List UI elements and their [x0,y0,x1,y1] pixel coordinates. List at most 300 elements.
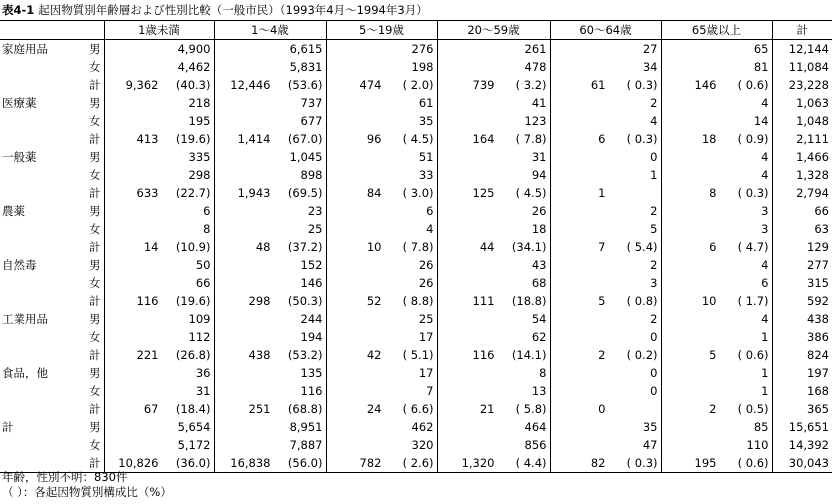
count-value: 1,063 [772,94,832,112]
category-cell [0,184,78,202]
ratio-value: (56.0) [287,456,323,470]
data-cell [661,292,772,310]
count-value: 4 [661,148,772,166]
count-value: 43 [437,256,550,274]
data-cell [550,292,661,310]
count-value: 2 [550,202,661,220]
data-cell [661,184,772,202]
count-value: 81 [661,58,772,76]
count-value: 21 [479,402,495,416]
category-cell: 医療薬 [2,96,37,110]
count-value: 17 [326,328,437,346]
table-title [2,2,428,18]
category-cell [0,400,78,418]
count-value: 261 [437,40,550,59]
table-row [0,310,832,328]
count-value: 276 [326,40,437,59]
count-value: 152 [214,256,326,274]
count-value: 129 [772,238,832,256]
count-value: 164 [472,132,495,146]
ratio-value: ( 0.6) [737,456,769,470]
ratio-value: (40.3) [175,78,211,92]
count-value: 61 [590,78,606,92]
ratio-value: ( 3.2) [515,78,547,92]
value-with-ratio [218,400,323,418]
count-value: 197 [772,364,832,382]
count-value: 1 [661,364,772,382]
count-value: 5 [709,348,717,362]
count-value: 35 [326,112,437,130]
ratio-value: ( 0.6) [737,78,769,92]
value-with-ratio [441,292,547,310]
value-with-ratio [108,76,211,94]
count-value: 31 [104,382,214,400]
count-value: 198 [326,58,437,76]
table-row [0,238,832,256]
count-value: 5,654 [104,418,214,436]
column-header: 5～19歳 [326,21,437,40]
count-value: 824 [772,346,832,364]
count-value: 85 [661,418,772,436]
data-cell [326,130,437,148]
table-row [0,220,832,238]
count-value: 898 [214,166,326,184]
count-value: 47 [550,436,661,454]
count-value: 218 [104,94,214,112]
count-value: 2 [550,310,661,328]
count-value: 462 [326,418,437,436]
count-value: 1,048 [772,112,832,130]
ratio-value: (37.2) [287,240,323,254]
value-with-ratio [330,130,434,148]
data-cell [214,346,326,364]
ratio-value: ( 5.4) [626,240,658,254]
count-value: 298 [104,166,214,184]
value-with-ratio [218,130,323,148]
count-value: 168 [772,382,832,400]
count-value: 1 [661,328,772,346]
count-value: 5,831 [214,58,326,76]
data-cell [661,238,772,256]
count-value: 1 [598,186,606,200]
ratio-value: ( 7.8) [515,132,547,146]
sex-cell: 女 [89,276,101,290]
count-value: 68 [437,274,550,292]
count-value: 739 [472,78,495,92]
ratio-value: ( 4.5) [402,132,434,146]
data-cell [550,184,661,202]
data-cell [437,400,550,418]
count-value: 26 [437,202,550,220]
ratio-value: ( 2.0) [402,78,434,92]
value-with-ratio [108,346,211,364]
table-row [0,400,832,418]
count-value: 12,144 [772,40,832,59]
data-cell [437,184,550,202]
value-with-ratio [330,238,434,256]
ratio-value: (26.8) [175,348,211,362]
count-value: 61 [326,94,437,112]
table-row [0,202,832,220]
count-value: 1,320 [461,456,495,470]
count-value: 35 [550,418,661,436]
category-cell [0,76,78,94]
ratio-value: (68.8) [287,402,323,416]
count-value: 10,826 [118,456,159,470]
data-cell [326,184,437,202]
ratio-value: ( 8.8) [402,294,434,308]
count-value: 23 [214,202,326,220]
count-value: 2 [550,256,661,274]
table-row [0,346,832,364]
count-value: 111 [472,294,495,308]
category-cell [0,130,78,148]
data-cell [326,400,437,418]
table-row [0,166,832,184]
category-cell [0,274,78,292]
sex-cell: 計 [89,78,101,92]
sex-cell: 女 [89,438,101,452]
category-cell: 農薬 [2,204,25,218]
count-value: 4 [661,256,772,274]
data-cell [437,238,550,256]
table-number: 表4-1 [2,3,35,17]
count-value: 6 [598,132,606,146]
data-cell [214,454,326,473]
table-row [0,418,832,436]
count-value: 3 [661,220,772,238]
table-row [0,58,832,76]
sex-cell: 女 [89,222,101,236]
count-value: 5,172 [104,436,214,454]
count-value: 16,838 [230,456,271,470]
data-cell [214,184,326,202]
count-value: 6 [326,202,437,220]
ratio-value: ( 0.2) [626,348,658,362]
data-cell [104,400,214,418]
count-value: 592 [772,292,832,310]
count-value: 4 [661,310,772,328]
value-with-ratio [108,238,211,256]
count-value: 116 [136,294,159,308]
sex-cell: 計 [78,454,104,473]
count-value: 677 [214,112,326,130]
count-value: 320 [326,436,437,454]
value-with-ratio [554,184,658,202]
sex-cell: 計 [89,348,101,362]
count-value: 66 [772,202,832,220]
count-value: 23,228 [772,76,832,94]
ratio-value: ( 2.6) [402,456,434,470]
data-cell [550,130,661,148]
count-value: 1,414 [237,132,271,146]
count-value: 195 [104,112,214,130]
value-with-ratio [554,130,658,148]
count-value: 251 [248,402,271,416]
ratio-value: ( 0.3) [626,78,658,92]
count-value: 25 [214,220,326,238]
category-cell [0,166,78,184]
count-value: 135 [214,364,326,382]
table-row [0,256,832,274]
count-value: 478 [437,58,550,76]
value-with-ratio [554,292,658,310]
sex-cell: 女 [89,384,101,398]
value-with-ratio [665,238,769,256]
count-value: 7 [326,382,437,400]
column-header: 1歳未満 [104,21,214,40]
value-with-ratio [218,238,323,256]
data-cell [104,184,214,202]
category-cell: 家庭用品 [2,42,48,56]
count-value: 195 [694,456,717,470]
count-value: 8 [709,186,717,200]
count-value: 94 [437,166,550,184]
column-header: 1～4歳 [214,21,326,40]
count-value: 31 [437,148,550,166]
category-cell: 一般薬 [2,150,37,164]
count-value: 110 [661,436,772,454]
ratio-value: ( 4.5) [515,186,547,200]
count-value: 65 [661,40,772,59]
value-with-ratio [554,346,658,364]
count-value: 8 [104,220,214,238]
count-value: 0 [550,148,661,166]
count-value: 6 [661,274,772,292]
count-value: 146 [214,274,326,292]
count-value: 1,943 [237,186,271,200]
data-cell [661,346,772,364]
count-value: 386 [772,328,832,346]
ratio-value: (22.7) [175,186,211,200]
count-value: 84 [366,186,382,200]
count-value: 4,900 [104,40,214,59]
count-value: 4 [326,220,437,238]
value-with-ratio [218,76,323,94]
ratio-value: ( 5.8) [515,402,547,416]
value-with-ratio [554,76,658,94]
data-cell [437,292,550,310]
table-row [0,94,832,112]
ratio-value: ( 4.7) [737,240,769,254]
table-row [0,40,832,59]
count-value: 1,466 [772,148,832,166]
table-row [0,148,832,166]
category-cell [0,58,78,76]
count-value: 2 [598,348,606,362]
ratio-value: (19.6) [175,132,211,146]
category-cell [0,238,78,256]
count-value: 42 [366,348,382,362]
sex-cell: 計 [89,132,101,146]
value-with-ratio [330,184,434,202]
count-value: 194 [214,328,326,346]
count-value: 96 [366,132,382,146]
count-value: 438 [772,310,832,328]
count-value: 277 [772,256,832,274]
data-cell [661,400,772,418]
ratio-value: (10.9) [175,240,211,254]
count-value: 5 [550,220,661,238]
count-value: 633 [136,186,159,200]
ratio-value: (18.8) [511,294,547,308]
value-with-ratio [218,292,323,310]
ratio-value: (36.0) [175,456,211,470]
value-with-ratio [441,346,547,364]
count-value: 67 [143,402,159,416]
count-value: 36 [104,364,214,382]
poison-statistics-table [0,20,832,473]
count-value: 413 [136,132,159,146]
count-value: 116 [214,382,326,400]
sex-cell: 男 [89,150,101,164]
category-cell [0,220,78,238]
count-value: 17 [326,364,437,382]
count-value: 51 [326,148,437,166]
value-with-ratio [108,130,211,148]
count-value: 14 [661,112,772,130]
value-with-ratio [330,454,434,472]
count-value: 34 [550,58,661,76]
category-cell [0,436,78,454]
table-row [0,382,832,400]
count-value: 4 [661,166,772,184]
data-cell [550,238,661,256]
category-cell [0,382,78,400]
category-cell [0,112,78,130]
sex-cell: 女 [89,60,101,74]
value-with-ratio [330,292,434,310]
value-with-ratio [218,184,323,202]
count-value: 62 [437,328,550,346]
data-cell [214,292,326,310]
value-with-ratio [665,292,769,310]
data-cell [661,76,772,94]
value-with-ratio [441,454,547,472]
sex-cell: 女 [89,168,101,182]
value-with-ratio [554,238,658,256]
count-value: 3 [550,274,661,292]
count-value: 1 [661,382,772,400]
count-value: 6,615 [214,40,326,59]
count-value: 33 [326,166,437,184]
ratio-value: (14.1) [511,348,547,362]
table-row [0,76,832,94]
data-cell [550,400,661,418]
count-value: 1,328 [772,166,832,184]
count-value: 109 [104,310,214,328]
data-cell [437,454,550,473]
value-with-ratio [441,400,547,418]
count-value: 7,887 [214,436,326,454]
table-row [0,184,832,202]
sex-cell: 女 [89,114,101,128]
count-value: 2,794 [772,184,832,202]
category-cell: 工業用品 [2,312,48,326]
ratio-value: ( 0.8) [626,294,658,308]
count-value: 2,111 [772,130,832,148]
data-cell [550,76,661,94]
data-cell [326,238,437,256]
data-cell [661,130,772,148]
table-row [0,274,832,292]
count-value: 14,392 [772,436,832,454]
count-value: 4 [661,94,772,112]
value-with-ratio [441,76,547,94]
sex-cell: 男 [89,96,101,110]
count-value: 18 [437,220,550,238]
ratio-value: (19.6) [175,294,211,308]
data-cell [104,130,214,148]
table-row [0,112,832,130]
table-row [0,130,832,148]
count-value: 782 [359,456,382,470]
sex-cell: 男 [89,42,101,56]
count-value: 464 [437,418,550,436]
value-with-ratio [665,400,769,418]
data-cell [104,346,214,364]
data-cell [550,454,661,473]
count-value: 12,446 [230,78,271,92]
count-value: 63 [772,220,832,238]
sex-cell: 男 [89,204,101,218]
count-value: 10 [701,294,717,308]
count-value: 4 [550,112,661,130]
value-with-ratio [218,346,323,364]
ratio-value: ( 0.6) [737,348,769,362]
count-value: 52 [366,294,382,308]
count-value: 48 [255,240,271,254]
category-cell [0,346,78,364]
count-value: 116 [472,348,495,362]
count-value: 10 [366,240,382,254]
count-value: 244 [214,310,326,328]
column-header: 計 [772,21,832,40]
value-with-ratio [554,454,658,472]
count-value: 13 [437,382,550,400]
footnote-percent: （ ）：各起因物質別構成比（%） [2,485,172,499]
sex-cell: 男 [89,420,101,434]
data-cell [214,130,326,148]
value-with-ratio [108,184,211,202]
value-with-ratio [665,346,769,364]
column-header: 65歳以上 [661,21,772,40]
count-value: 123 [437,112,550,130]
count-value: 27 [550,40,661,59]
sex-cell: 計 [89,402,101,416]
sex-cell: 計 [89,294,101,308]
value-with-ratio [665,130,769,148]
count-value: 24 [366,402,382,416]
count-value: 9,362 [125,78,159,92]
ratio-value: (53.6) [287,78,323,92]
footnote-unknown: 年齢，性別不明：830件 [2,470,128,484]
count-value: 0 [550,328,661,346]
category-cell [0,328,78,346]
table-row [0,436,832,454]
ratio-value: (18.4) [175,402,211,416]
count-value: 50 [104,256,214,274]
count-value: 1,045 [214,148,326,166]
column-header: 60～64歳 [550,21,661,40]
ratio-value: ( 0.3) [626,132,658,146]
count-value: 82 [590,456,606,470]
value-with-ratio [665,184,769,202]
count-value: 737 [214,94,326,112]
value-with-ratio [330,76,434,94]
ratio-value: (67.0) [287,132,323,146]
count-value: 44 [479,240,495,254]
